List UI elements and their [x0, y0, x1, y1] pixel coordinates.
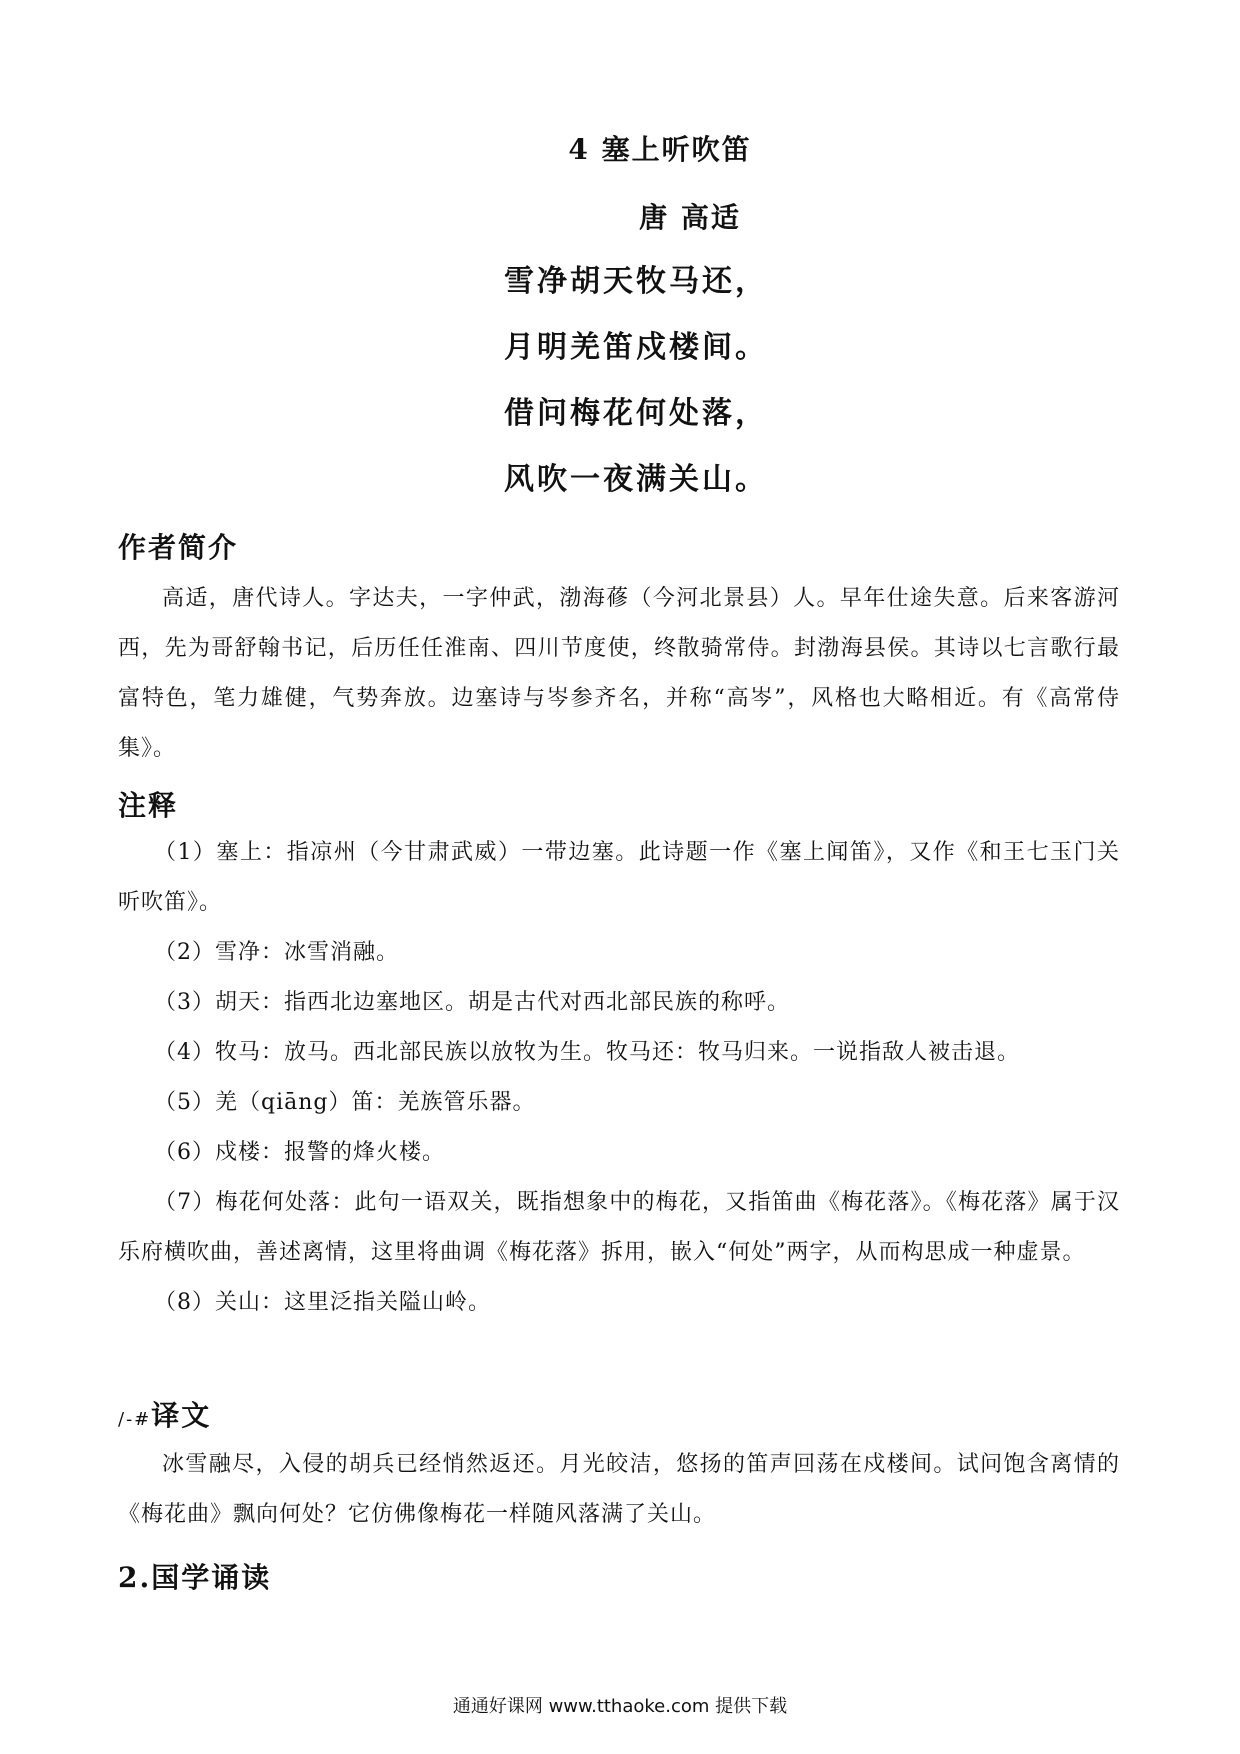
author-intro-text: 高适，唐代诗人。字达夫，一字仲武，渤海蓚（今河北景县）人。早年仕途失意。后来客游河西，先为哥舒翰书记，后历任任淮南、四川节度使，终散骑常侍。封渤海县侯。其诗以七言歌行最富特色，笔力雄健，气势奔放。边塞诗与岑参齐名，并称“高岑”，风格也大略相近。有《高常侍集》。 [118, 586, 1120, 761]
translation-heading [118, 1394, 211, 1434]
note-item: （4）牧马：放马。西北部民族以放牧为生。牧马还：牧马归来。一说指敌人被击退。 [154, 1040, 1020, 1065]
footer-text: 通通好课网 www.tthaoke.com 提供下载 [452, 1696, 788, 1717]
next-section-heading: 2.国学诵读 [118, 1561, 272, 1594]
poem-line: 风吹一夜满关山。 [504, 462, 768, 497]
poem-line: 月明羌笛戍楼间。 [504, 330, 768, 365]
note-item: （7）梅花何处落：此句一语双关，既指想象中的梅花，又指笛曲《梅花落》。《梅花落》属于汉乐府横吹曲，善述离情，这里将曲调《梅花落》拆用，嵌入“何处”两字，从而构思成一种虚景。 [118, 1190, 1120, 1265]
poem-lines [504, 262, 768, 526]
translation-text: 冰雪融尽，入侵的胡兵已经悄然返还。月光皎洁，悠扬的笛声回荡在戍楼间。试问饱含离情的《梅花曲》飘向何处？它仿佛像梅花一样随风落满了关山。 [118, 1452, 1120, 1527]
poem-author: 唐 高适 [639, 201, 741, 234]
note-item: （6）戍楼：报警的烽火楼。 [154, 1140, 445, 1165]
translation-heading-text: 译文 [151, 1399, 212, 1432]
note-item: （3）胡天：指西北边塞地区。胡是古代对西北部民族的称呼。 [154, 990, 790, 1015]
poem-line: 借问梅花何处落， [504, 396, 768, 431]
notes-list [118, 828, 1120, 1328]
poem-line: 雪净胡天牧马还， [504, 264, 768, 299]
author-intro-heading: 作者简介 [118, 531, 239, 564]
note-item: （8）关山：这里泛指关隘山岭。 [154, 1290, 491, 1315]
note-item: （1）塞上：指凉州（今甘肃武威）一带边塞。此诗题一作《塞上闻笛》，又作《和王七玉门关听吹笛》。 [118, 840, 1120, 915]
notes-heading: 注释 [118, 789, 179, 822]
translation-heading-prefix: /-# [118, 1409, 152, 1430]
note-item: （2）雪净：冰雪消融。 [154, 940, 399, 965]
poem-title: 4 塞上听吹笛 [568, 133, 752, 166]
note-item: （5）羌（qiāng）笛：羌族管乐器。 [154, 1090, 536, 1115]
